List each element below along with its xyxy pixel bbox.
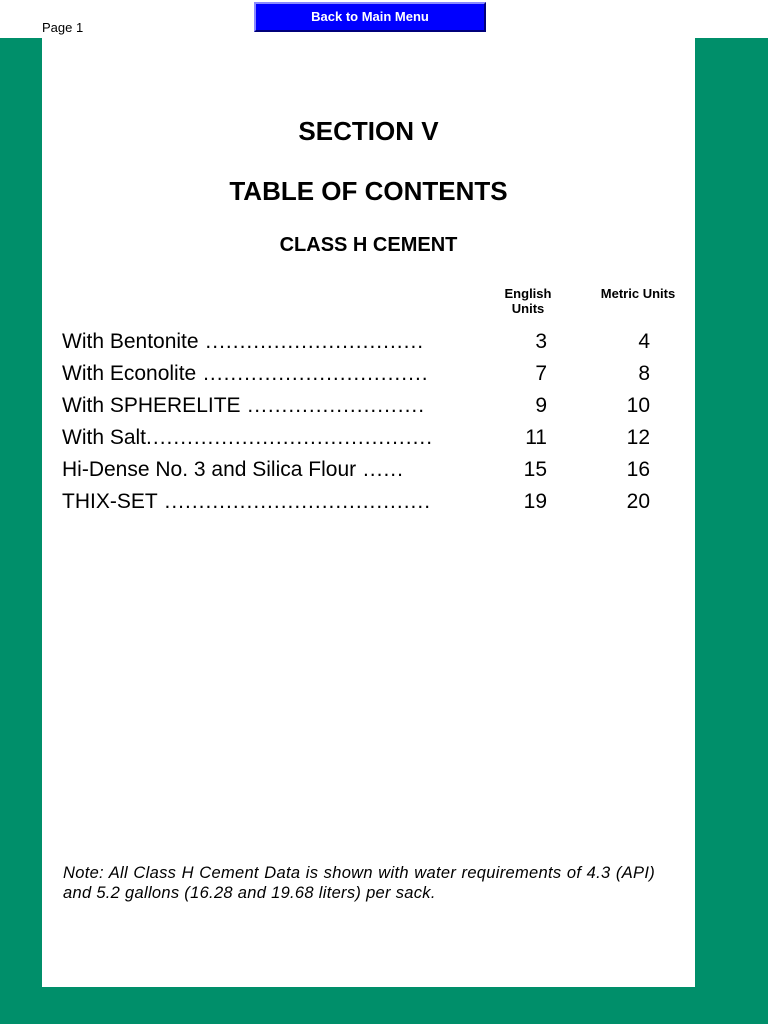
dot-leader: ................................. [196,362,429,385]
metric-page-number[interactable]: 10 [626,394,650,417]
page-number-label: Page 1 [42,20,84,35]
toc-entry-thix-set[interactable] [62,490,662,522]
english-units-header: English Units [504,286,552,316]
metric-page-number[interactable]: 16 [626,458,650,481]
document-page [42,38,695,987]
toc-entry-salt[interactable] [62,426,662,458]
toc-entry-spherelite[interactable] [62,394,662,426]
dot-leader: .......................................... [146,426,434,449]
cement-data-note: Note: All Class H Cement Data is shown with water requirements of 4.3 (API) and 5.2 gallons (16.28 and 19.68 liters) per sack. [63,864,655,902]
dot-leader: ................................ [198,330,425,353]
top-bar [0,0,768,38]
toc-entry-label: THIX-SET [62,490,158,513]
toc-entry-label: Hi-Dense No. 3 and Silica Flour [62,458,357,481]
metric-units-header: Metric Units [600,286,676,301]
english-page-number[interactable]: 15 [523,458,547,481]
dot-leader: ....................................... [157,490,432,513]
toc-entry-label: With Econolite [62,362,197,385]
english-page-number[interactable]: 11 [525,426,547,449]
dot-leader: .......................... [240,394,426,417]
toc-entry-bentonite[interactable] [62,330,662,362]
english-page-number[interactable]: 7 [535,362,547,385]
toc-entry-label: With SPHERELITE [62,394,241,417]
metric-page-number[interactable]: 4 [638,330,650,353]
english-page-number[interactable]: 3 [535,330,547,353]
toc-subtitle: CLASS H CEMENT [279,234,458,256]
toc-entry-label: With Bentonite [62,330,199,353]
toc-entry-econolite[interactable] [62,362,662,394]
toc-entry-label: With Salt [62,426,147,449]
dot-leader: ...... [356,458,404,481]
metric-page-number[interactable]: 20 [626,490,650,513]
english-page-number[interactable]: 9 [535,394,547,417]
toc-title: TABLE OF CONTENTS [229,176,508,206]
back-to-main-menu-button[interactable]: Back to Main Menu [254,2,486,32]
metric-page-number[interactable]: 12 [626,426,650,449]
toc-list [62,330,662,522]
english-page-number[interactable]: 19 [523,490,547,513]
metric-page-number[interactable]: 8 [638,362,650,385]
toc-entry-hi-dense[interactable] [62,458,662,490]
section-title: SECTION V [298,116,439,146]
